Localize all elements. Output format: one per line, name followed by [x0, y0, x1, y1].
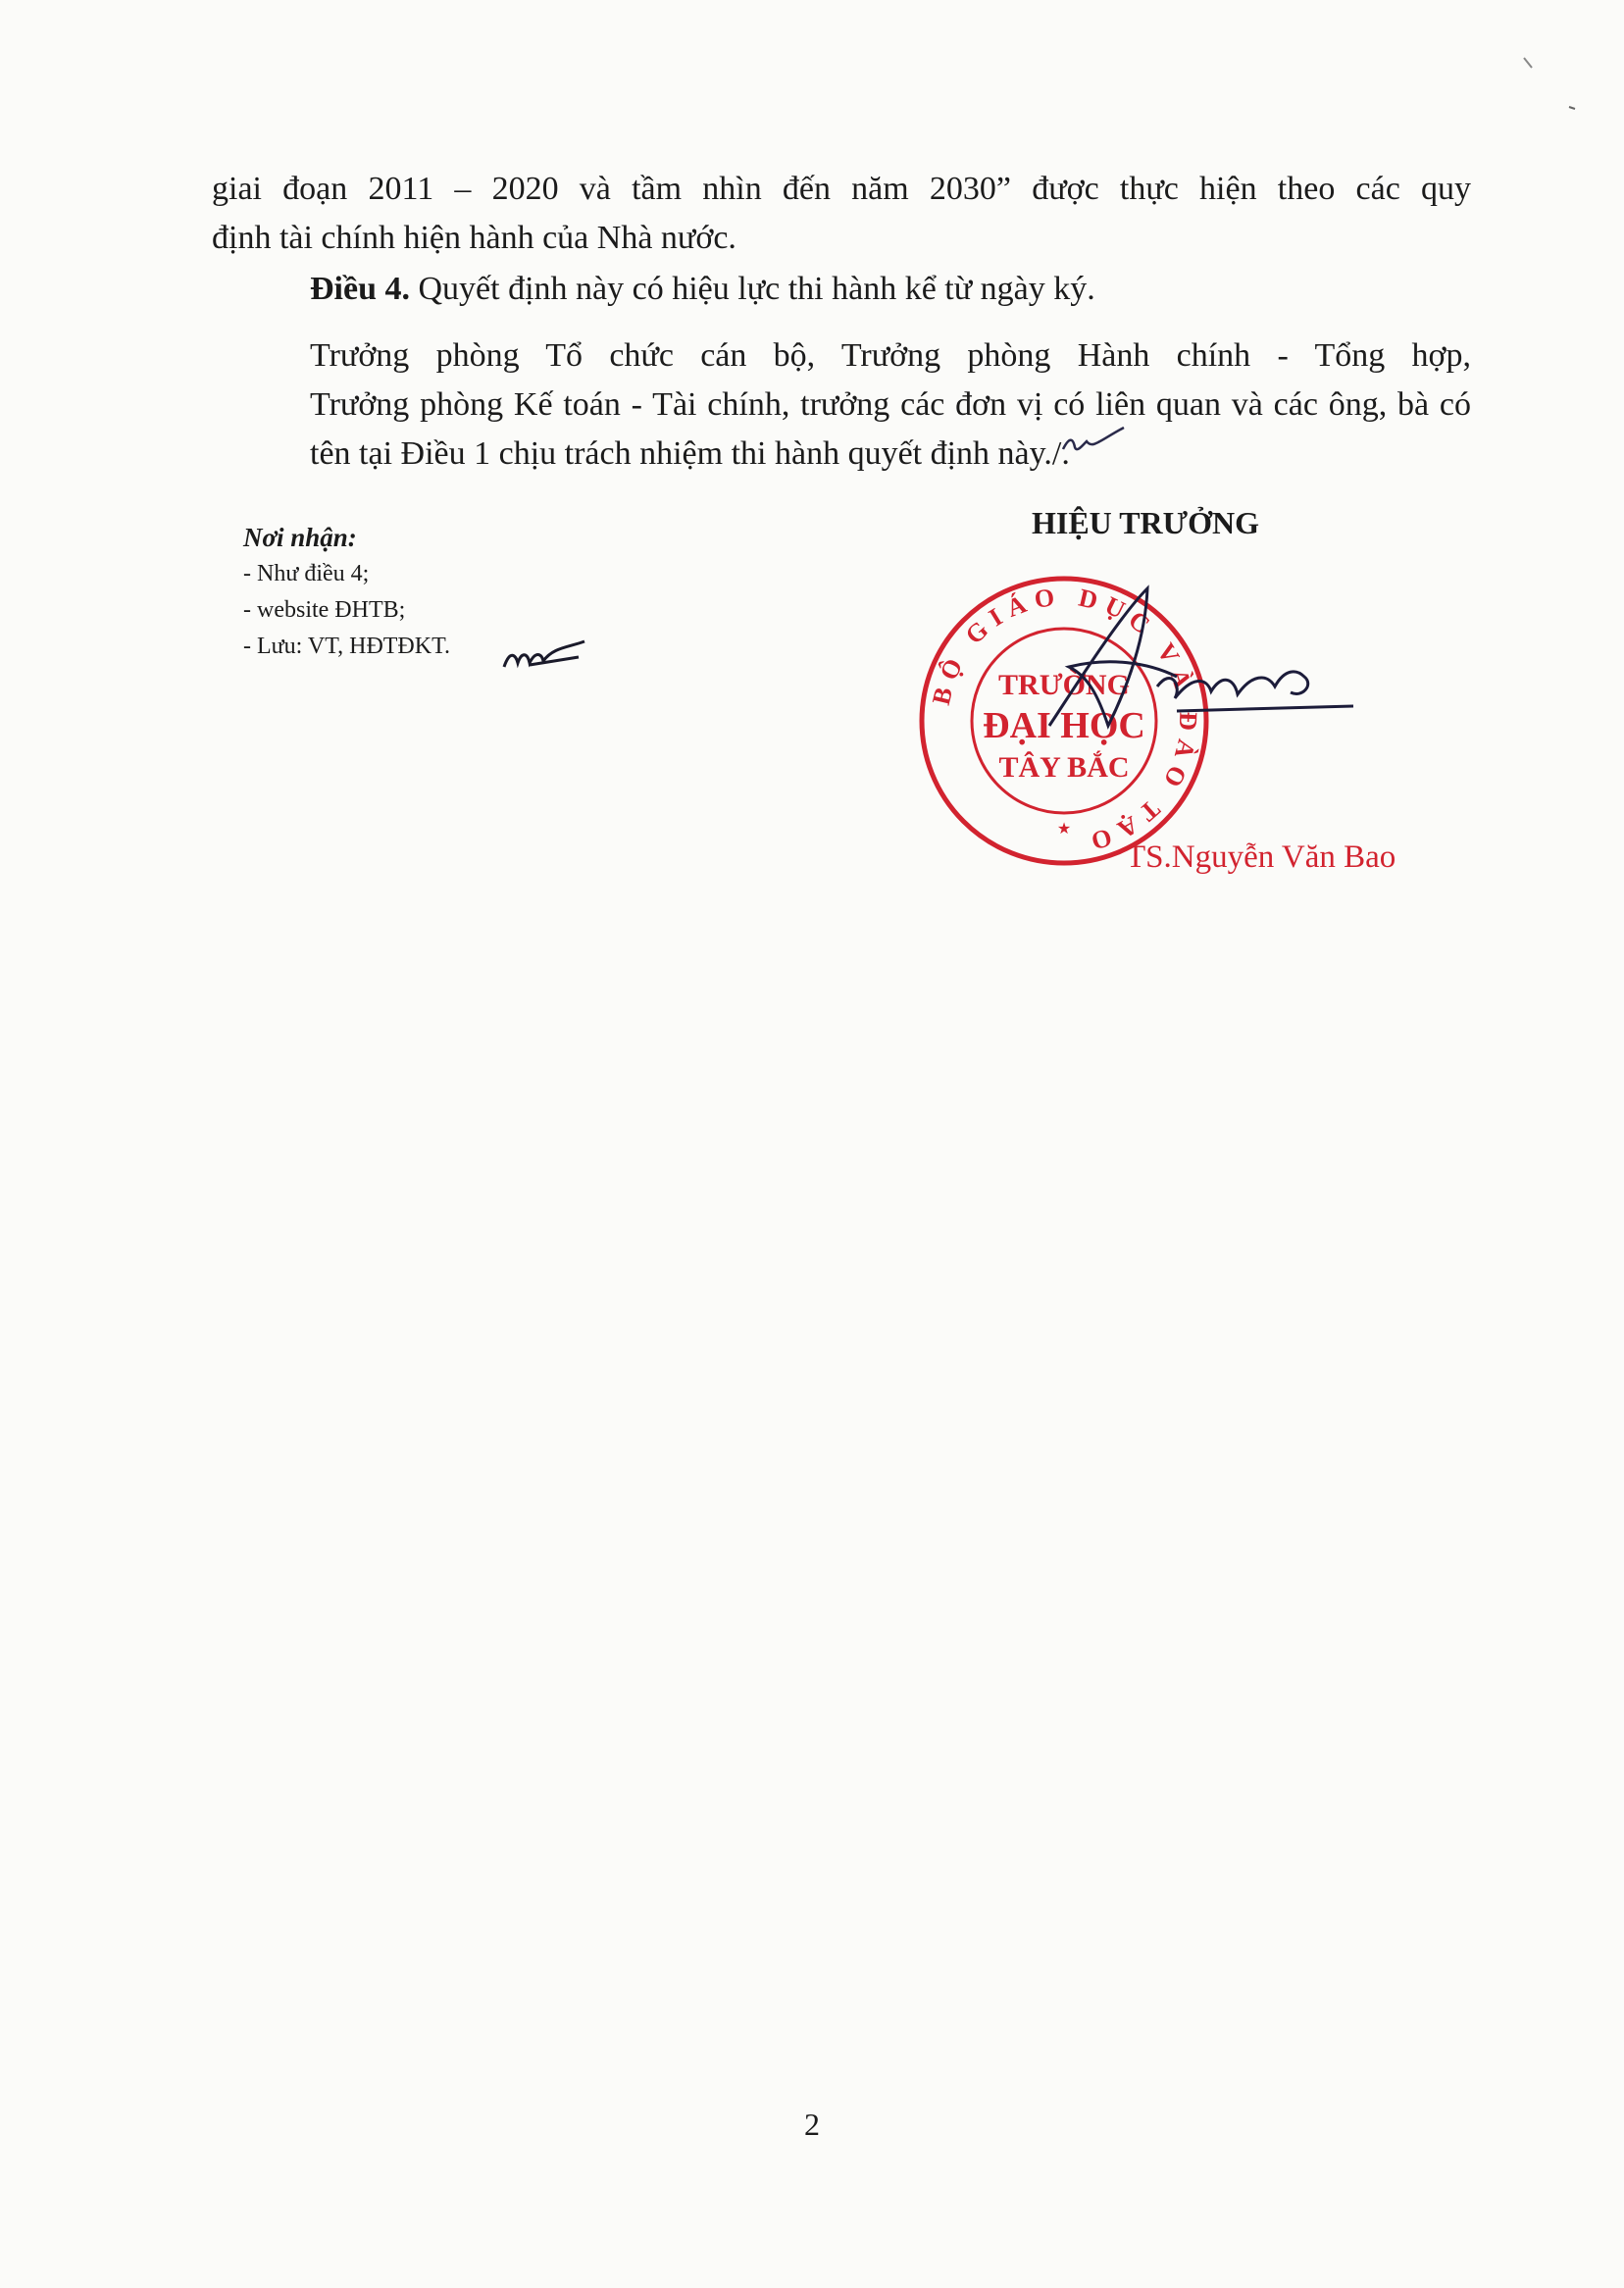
- article-4-text: Quyết định này có hiệu lực thi hành kể từ ngày ký.: [410, 271, 1095, 307]
- seal-line-3: TÂY BẮC: [998, 751, 1130, 784]
- paragraph-line: giai đoạn 2011 – 2020 và tầm nhìn đến năm 2030” được thực hiện theo các quy: [212, 171, 1471, 207]
- svg-text:★: ★: [1056, 821, 1072, 838]
- recipient-item: - Lưu: VT, HĐTĐKT.: [243, 634, 450, 659]
- signer-title: HIỆU TRƯỞNG: [1031, 505, 1260, 540]
- handwritten-signature-icon: [1010, 579, 1373, 755]
- paragraph-line: Trưởng phòng Kế toán - Tài chính, trưởng các đơn vị có liên quan và các ông, bà có: [310, 386, 1471, 423]
- seal-outer-text: BỘ GIÁO DỤC VÀ ĐÀO TẠO: [926, 582, 1203, 858]
- handwritten-initials-icon: [1059, 420, 1128, 459]
- article-4: [212, 265, 1471, 314]
- article-4-label: Điều 4.: [310, 271, 410, 307]
- paragraph-responsibility: [212, 331, 1471, 479]
- seal-line-2: ĐẠI HỌC: [983, 705, 1145, 746]
- paragraph-line: Trưởng phòng Tổ chức cán bộ, Trưởng phòng Hành chính - Tổng hợp,: [310, 337, 1471, 374]
- scan-speck-icon: [1518, 54, 1587, 123]
- handwritten-initials-icon: [500, 636, 588, 673]
- paragraph-line: định tài chính hiện hành của Nhà nước.: [212, 220, 736, 256]
- seal-line-1: TRƯỜNG: [998, 669, 1130, 701]
- recipient-item: - website ĐHTB;: [243, 597, 406, 623]
- paragraph-line: tên tại Điều 1 chịu trách nhiệm thi hành quyết định này./.: [310, 435, 1070, 472]
- paragraph-continuation: [212, 165, 1471, 263]
- recipients-block: [243, 520, 450, 665]
- signer-name: TS.Nguyễn Văn Bao: [1126, 839, 1396, 875]
- recipient-item: - Như điều 4;: [243, 561, 370, 586]
- page-number: 2: [804, 2107, 820, 2142]
- recipients-title: Nơi nhận:: [243, 523, 357, 552]
